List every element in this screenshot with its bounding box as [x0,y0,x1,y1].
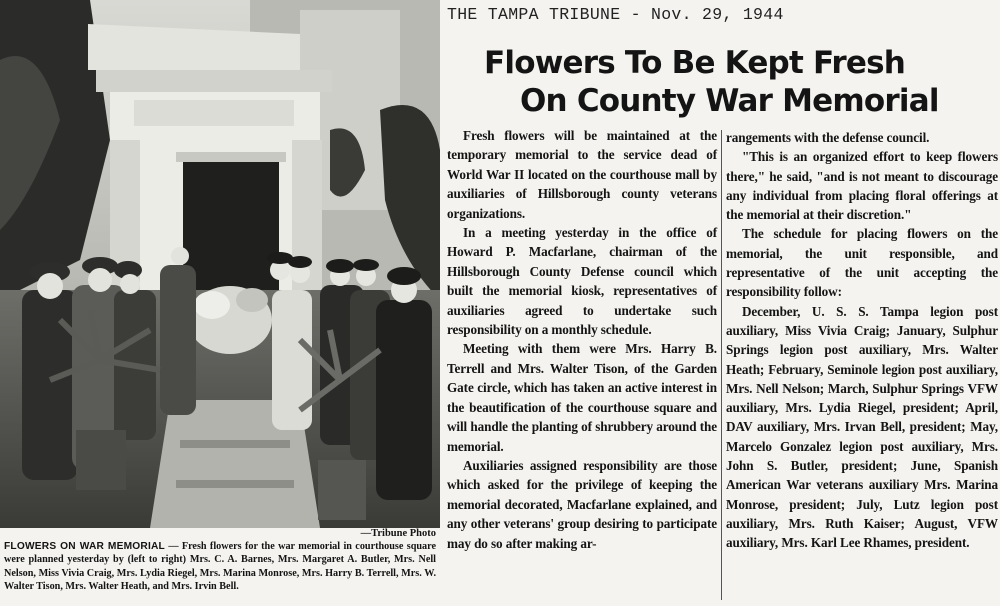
memorial-photo-image [0,0,440,528]
photo-credit: —Tribune Photo [360,528,436,539]
article-paragraph: December, U. S. S. Tampa legion post auxiliary, Miss Vivia Craig; January, Sulphur Springs legion post auxiliary, Mrs. Walter Heath; February, Seminole legion post auxiliary, Mrs. Nell Nelson; March, Sulphur Springs VFW auxiliary, Mrs. Lydia Riegel, president; April, DAV auxiliary, Mrs. Irvan Bell, president; May, Marcelo Gonzalez legion post auxiliary, Mrs. John S. Butler, president; June, Spanish American War veterans auxiliary Mrs. Marina Monrose, president; July, Lutz legion post auxiliary, Mrs. Ruth Kaiser; August, VFW auxiliary, Mrs. Karl Lee Rhames, president. [726,303,998,551]
article-paragraph: Auxiliaries assigned responsibility are those which asked for the privilege of keeping the memorial decorated, Macfarlane explained, and any other veterans' group desiring to participate may do so after making ar- [447,457,717,551]
article-continuation: rangements with the defense council. [726,130,930,145]
article-column-2 [726,128,998,553]
headline-line-1: Flowers To Be Kept Fresh [484,45,905,81]
column-divider [721,130,722,600]
photo-caption [4,540,436,594]
article-paragraph: Meeting with them were Mrs. Harry B. Terrell and Mrs. Walter Tison, of the Garden Gate circle, which has taken an active interest in the beautification of the courthouse square and will handle the planting of shrubbery around the memorial. [447,341,717,454]
article-headline [446,44,1000,120]
news-photo [0,0,440,528]
caption-body: — Fresh flowers for the war memorial in courthouse square were planned yesterday by (left to right) Mrs. C. A. Barnes, Mrs. Margaret A. Butler, Mrs. Nell Nelson, Miss Vivia Craig, Mrs. Lydia Riegel, Mrs. Marina Monrose, Mrs. Harry B. Terrell, Mrs. W. Walter Tison, Mrs. Walter Heath, and Mrs. Irvin Bell. [4,541,437,593]
caption-head: FLOWERS ON WAR MEMORIAL [4,541,165,552]
article-paragraph: The schedule for placing flowers on the memorial, the unit responsible, and representative of the unit accepting the responsibility follow: [726,226,998,300]
article-paragraph: In a meeting yesterday in the office of Howard P. Macfarlane, chairman of the Hillsborough County Defense council which built the memorial kiosk, representatives of auxiliaries agreed to undertake such responsibility on a monthly schedule. [447,225,717,338]
article-paragraph: "This is an organized effort to keep flowers there," he said, "and is not meant to discourage any individual from placing floral offerings at the memorial at their discretion." [726,149,998,223]
article-paragraph: Fresh flowers will be maintained at the temporary memorial to the service dead of World War II located on the courthouse mall by auxiliaries of Hillsborough county veterans organizations. [447,128,717,221]
newspaper-dateline: THE TAMPA TRIBUNE - Nov. 29, 1944 [447,5,784,24]
article-column-1 [447,126,717,553]
headline-line-2: On County War Memorial [520,83,939,119]
